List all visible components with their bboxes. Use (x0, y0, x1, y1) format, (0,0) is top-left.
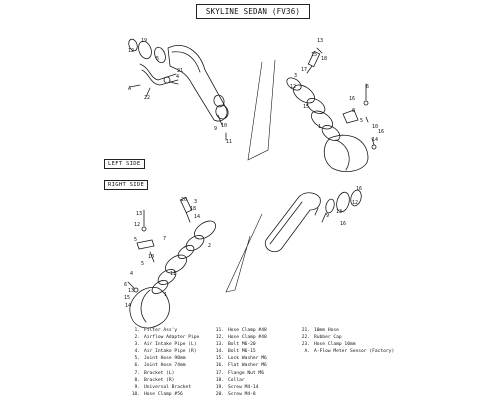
callout-number: 18 (321, 56, 328, 62)
legend-row (298, 334, 394, 341)
legend-part-name: Airflow Adapter Pipe (144, 335, 200, 341)
legend-part-number: 12. (215, 335, 224, 341)
legend-row (212, 348, 267, 355)
legend-part-name: Hose Clamp #40 (228, 335, 267, 341)
parts-legend-column-3 (298, 327, 394, 355)
legend-part-number: 6. (134, 363, 140, 369)
callout-number: 22 (144, 95, 151, 101)
callout-number: 9 (326, 213, 330, 219)
legend-row (298, 348, 394, 355)
legend-part-name: Screw M4-14 (228, 384, 259, 390)
left-side-label: LEFT SIDE (104, 159, 145, 169)
universal-bracket-right (137, 240, 154, 249)
legend-part-name: Rubber Cap (314, 335, 342, 341)
legend-part-number: 3. (134, 342, 140, 348)
legend-part-number: 16. (215, 363, 224, 369)
legend-part-number: 14. (215, 349, 224, 355)
callout-number: 7 (163, 236, 167, 242)
callout-number: 19 (141, 38, 148, 44)
legend-part-number: 13. (215, 342, 224, 348)
legend-part-number: 20. (215, 391, 224, 397)
legend-row (298, 327, 394, 334)
callout-number: 13 (136, 211, 143, 217)
legend-row (128, 334, 199, 341)
legend-row (128, 355, 199, 362)
legend-part-name: Joint Hose 74mm (144, 363, 186, 369)
legend-part-name: Air Intake Pipe (L) (144, 342, 197, 348)
callout-number: 15 (303, 104, 310, 110)
legend-part-name: Bracket (L) (144, 370, 175, 376)
callout-number: 12 (134, 222, 141, 228)
parts-legend-column-2 (212, 327, 267, 398)
callout-number: 16 (349, 96, 356, 102)
callout-number: 1 (164, 292, 168, 298)
callout-number: 13 (128, 288, 135, 294)
callout-number: 6 (124, 282, 128, 288)
legend-part-name: 10mm Hose (314, 328, 339, 333)
legend-part-name: Universal Bracket (144, 384, 192, 390)
legend-row (128, 327, 199, 334)
hose-clamp-left-top-2 (153, 46, 168, 64)
legend-part-number: 15. (215, 356, 224, 362)
rubber-cap-left (164, 77, 170, 83)
callout-number: 16 (340, 221, 347, 227)
legend-part-number: 10. (131, 391, 140, 397)
callout-number: 14 (372, 137, 379, 143)
callout-number: 17 (301, 67, 308, 73)
legend-row (212, 370, 267, 377)
parts-legend-column-1 (128, 327, 199, 398)
hose-clamp-right-top (324, 198, 335, 214)
right-side-assembly (128, 189, 363, 328)
legend-part-name: Lock Washer M6 (228, 356, 267, 362)
callout-number: 11 (170, 271, 177, 277)
callout-number: 2 (208, 243, 212, 249)
airflow-adapter-right (191, 217, 219, 242)
legend-part-number: 22. (301, 335, 310, 341)
callout-number: 15 (124, 295, 131, 301)
legend-row (128, 341, 199, 348)
legend-part-number: 18. (215, 377, 224, 383)
callout-number: 5 (360, 118, 364, 124)
legend-row (212, 377, 267, 384)
legend-part-name: Screw M4-8 (228, 391, 256, 397)
callout-number: 9 (214, 126, 218, 132)
callout-number: 3 (194, 199, 198, 205)
callout-number: 5 (134, 237, 138, 243)
legend-part-name: Air Intake Pipe (R) (144, 349, 197, 355)
legend-part-number: 7. (134, 370, 140, 376)
legend-row (298, 341, 394, 348)
legend-row (212, 391, 267, 398)
callout-number: 10 (372, 124, 379, 130)
air-intake-pipe-right (265, 193, 320, 252)
legend-part-number: 17. (215, 370, 224, 376)
legend-row (128, 384, 199, 391)
legend-row (212, 362, 267, 369)
callout-number: 4 (130, 271, 134, 277)
legend-row (212, 341, 267, 348)
callout-number: 14 (194, 214, 201, 220)
callout-number: 3 (294, 73, 298, 79)
legend-part-number: 8. (134, 377, 140, 383)
bracket-left (343, 110, 358, 123)
callout-number: 1 (318, 124, 322, 130)
callout-number: 16 (356, 186, 363, 192)
legend-part-number: 5. (134, 356, 140, 362)
legend-part-number: 21. (301, 328, 310, 333)
legend-row (128, 362, 199, 369)
legend-row (212, 334, 267, 341)
legend-part-name: Bracket (R) (144, 377, 175, 383)
right-side-label: RIGHT SIDE (104, 180, 148, 190)
callout-number: 13 (336, 209, 343, 215)
legend-part-number: 4. (134, 349, 140, 355)
callout-number: 4 (176, 74, 180, 80)
callout-number: 8 (352, 108, 356, 114)
legend-part-number: A. (304, 349, 310, 355)
callout-labels-left (128, 38, 384, 145)
legend-part-number: 2. (134, 335, 140, 341)
air-intake-pipe-left (168, 45, 227, 121)
legend-part-name: Bolt M6-20 (228, 342, 256, 348)
legend-row (212, 327, 267, 334)
legend-part-name: Flange Nut M6 (228, 370, 264, 376)
legend-part-number: 9. (134, 384, 140, 390)
legend-part-number: 11. (215, 328, 224, 333)
legend-row (212, 384, 267, 391)
callout-number: 14 (125, 303, 132, 309)
callout-number: 21 (177, 68, 184, 74)
callout-number: 15 (311, 52, 318, 58)
legend-part-number: 1. (134, 328, 140, 333)
legend-part-number: 19. (215, 384, 224, 390)
legend-row (128, 377, 199, 384)
callout-number: A (128, 86, 132, 92)
legend-part-name: Flat Washer M6 (228, 363, 267, 369)
callout-number: 11 (226, 139, 233, 145)
legend-part-name: Filter Ass'y (144, 328, 178, 333)
legend-part-name: Hose Clamp 10mm (314, 342, 356, 348)
callout-number: 6 (366, 84, 370, 90)
callout-number: 18 (190, 206, 197, 212)
callout-number: 5 (141, 261, 145, 267)
legend-part-name: Hose Clamp #48 (228, 328, 267, 333)
callout-number: 10 (148, 254, 155, 260)
callout-number: 20 (181, 197, 188, 203)
callout-number: 16 (378, 129, 385, 135)
legend-row (128, 391, 199, 398)
callout-number: 12 (290, 84, 297, 90)
callout-number: 12 (128, 48, 135, 54)
callout-number: 13 (317, 38, 324, 44)
callout-number: 12 (352, 200, 359, 206)
left-side-assembly (127, 38, 379, 172)
legend-row (212, 355, 267, 362)
diagram-title: SKYLINE SEDAN (FV36) (196, 4, 310, 19)
legend-part-name: Hose Clamp #56 (144, 391, 183, 397)
legend-part-name: A-Flow Meter Sensor (Factory) (314, 349, 395, 355)
filter-assembly-left (324, 135, 368, 171)
legend-part-name: Joint Hose 90mm (144, 356, 186, 362)
callout-number: 5 (156, 56, 160, 62)
legend-row (128, 348, 199, 355)
legend-row (128, 370, 199, 377)
callout-number: 10 (221, 123, 228, 129)
legend-part-name: Collar (228, 377, 245, 383)
legend-part-name: Bolt M6-15 (228, 349, 256, 355)
legend-part-number: 23. (301, 342, 310, 348)
